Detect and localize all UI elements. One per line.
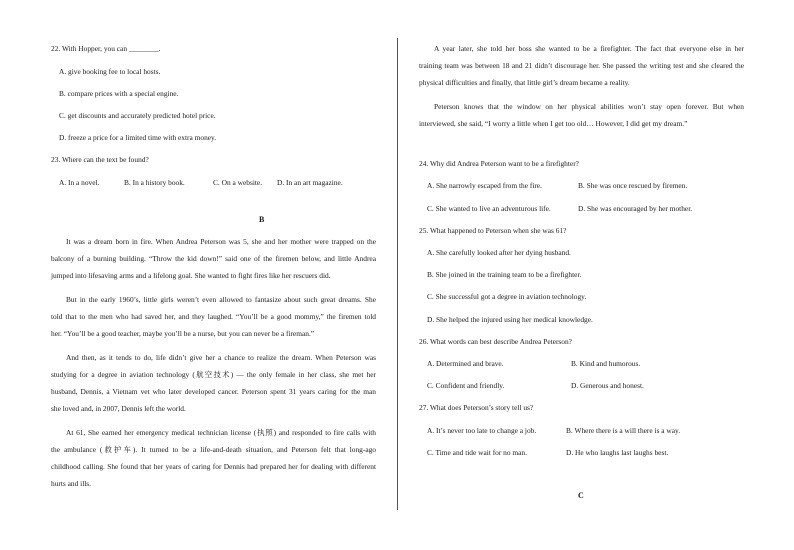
q23-stem: 23. Where can the text be found?: [51, 155, 149, 164]
q25-option-d: D. She helped the injured using her medical knowledge.: [427, 315, 593, 324]
q26-option-b: B. Kind and humorous.: [571, 359, 641, 368]
q26-option-d: D. Generous and honest.: [571, 381, 644, 390]
q27-option-d: D. He who laughs last laughs best.: [566, 448, 669, 457]
q26-option-c: C. Confident and friendly.: [427, 381, 505, 390]
q25-option-c: C. She successful got a degree in aviation technology.: [427, 292, 587, 301]
q24-option-a: A. She narrowly escaped from the fire.: [427, 181, 542, 190]
q25-stem: 25. What happened to Peterson when she was 61?: [419, 226, 567, 235]
q23-option-c: C. On a website.: [213, 178, 263, 187]
q27-option-c: C. Time and tide wait for no man.: [427, 448, 527, 457]
passage-b-line-12: the ambulance (救护车). It turned to be a life-and-death situation, and Peterson felt that long-ago: [51, 445, 376, 454]
passage-b-line-4: But in the early 1960’s, little girls weren’t even allowed to fantasize about such great dreams. She: [66, 295, 376, 304]
q22-option-b: B. compare prices with a special engine.: [59, 89, 179, 98]
q24-option-b: B. She was once rescued by firemen.: [578, 181, 688, 190]
q24-option-d: D. She was encouraged by her mother.: [578, 204, 693, 213]
passage-b-cont-line-3: physical difficulties and finally, that little girl’s dream became a reality.: [419, 78, 630, 87]
passage-b-line-7: And then, as it tends to do, life didn’t give her a chance to realize the dream. When Peterson was: [66, 353, 376, 362]
passage-b-cont-line-4: Peterson knows that the window on her physical abilities won’t stay open forever. But when: [434, 102, 744, 111]
q22-option-d: D. freeze a price for a limited time with extra money.: [59, 133, 217, 142]
passage-b-line-11: At 61, She earned her emergency medical technician license (执照) and responded to fire calls with: [66, 428, 376, 437]
passage-b-line-5: told that to the men who had saved her, and they laughed. “You’ll be a good mommy,” the firemen told: [51, 312, 376, 321]
q22-option-c: C. get discounts and accurately predicted hotel price.: [59, 111, 216, 120]
q25-option-b: B. She joined in the training team to be a firefighter.: [427, 270, 582, 279]
q27-option-a: A. It’s never too late to change a job.: [427, 426, 537, 435]
q22-option-a: A. give booking fee to local hosts.: [59, 67, 161, 76]
q25-option-a: A. She carefully looked after her dying husband.: [427, 248, 571, 257]
column-divider: [397, 38, 398, 510]
passage-b-cont-line-5: interviewed, she said, “I worry a little when I get too old… However, I did get my dream.”: [419, 119, 688, 128]
section-b-heading: B: [259, 215, 265, 224]
passage-b-line-2: balcony of a burning building. “Throw the kid down!” said one of the firemen below, and little Andrea: [51, 254, 376, 263]
passage-b-line-10: she loved and, in 2007, Dennis left the world.: [51, 404, 186, 413]
q27-stem: 27. What does Peterson’s story tell us?: [419, 403, 534, 412]
passage-b-line-13: childhood calling. She found that her years of caring for Dennis had prepared her for dealing with different: [51, 462, 376, 471]
section-c-heading: C: [578, 491, 584, 500]
passage-b-cont-line-1: A year later, she told her boss she wanted to be a firefighter. The fact that everyone else in her: [434, 44, 744, 53]
passage-b-line-6: her. “You’ll be a good teacher, maybe you’ll be a nurse, but you can never be a fireman.”: [51, 329, 315, 338]
q27-option-b: B. Where there is a will there is a way.: [566, 426, 681, 435]
passage-b-line-3: jumped into lifesaving arms and a lifelong goal. She wanted to fight fires like her rescuers did.: [51, 271, 331, 280]
passage-b-line-14: hurts and ills.: [51, 479, 92, 488]
q23-option-a: A. In a novel.: [59, 178, 100, 187]
q24-stem: 24. Why did Andrea Peterson want to be a firefighter?: [419, 159, 579, 168]
passage-b-line-8: studying for a degree in aviation technology (航空技术) — the only female in her class, she met her: [51, 370, 376, 379]
q24-option-c: C. She wanted to live an adventurous life.: [427, 204, 551, 213]
q26-option-a: A. Determined and brave.: [427, 359, 504, 368]
q22-stem: 22. With Hopper, you can ________.: [51, 44, 161, 53]
passage-b-line-1: It was a dream born in fire. When Andrea Peterson was 5, she and her mother were trapped on the: [66, 237, 376, 246]
q23-option-d: D. In an art magazine.: [277, 178, 343, 187]
q23-option-b: B. In a history book.: [124, 178, 185, 187]
passage-b-cont-line-2: training team was between 18 and 21 didn’t discourage her. She passed the writing test and she cleared the: [419, 61, 744, 70]
q26-stem: 26. What words can best describe Andrea Peterson?: [419, 337, 572, 346]
passage-b-line-9: husband, Dennis, a Vietnam vet who later developed cancer. Peterson spent 31 years caring for the man: [51, 387, 376, 396]
